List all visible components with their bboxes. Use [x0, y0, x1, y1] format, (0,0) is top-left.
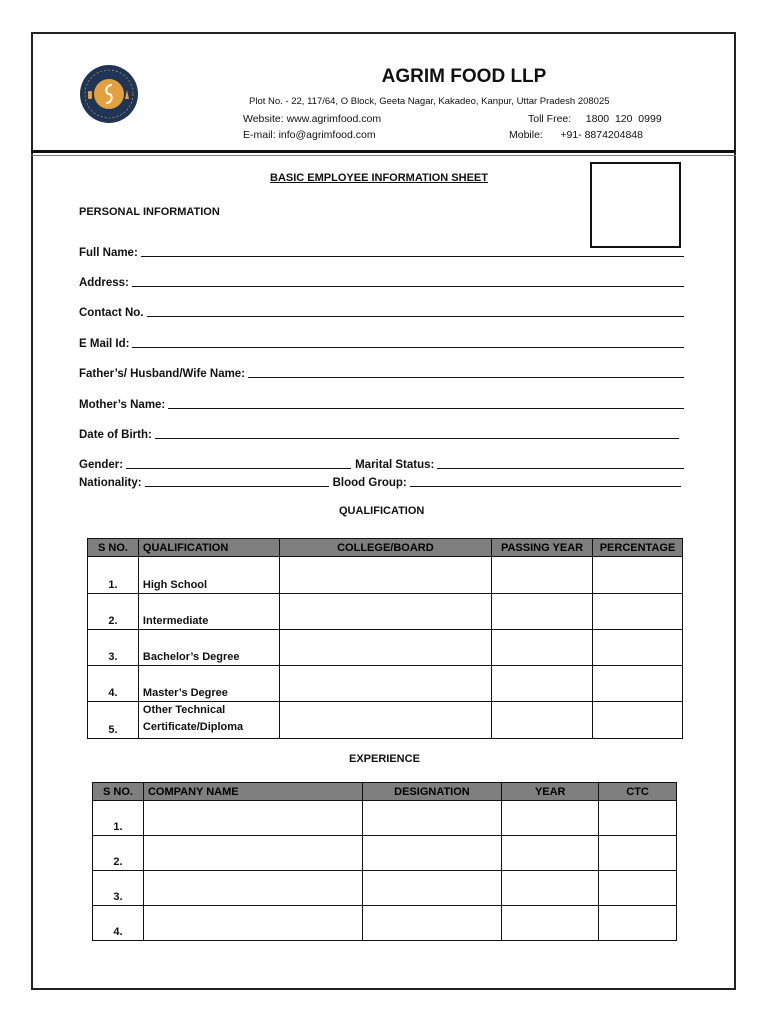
passing-year-cell[interactable] — [492, 594, 593, 630]
year-cell[interactable] — [502, 906, 599, 941]
experience-table — [92, 782, 677, 941]
col-college-board: COLLEGE/BOARD — [279, 539, 491, 557]
college-board-cell[interactable] — [279, 702, 491, 739]
designation-cell[interactable] — [362, 801, 502, 836]
full-name-line[interactable] — [141, 256, 684, 257]
col-company-name: COMPANY NAME — [143, 783, 362, 801]
mother-name-label: Mother’s Name: — [79, 399, 166, 411]
qualification-name: Intermediate — [138, 594, 279, 630]
header-divider — [31, 150, 736, 153]
row-sno: 1. — [88, 557, 139, 594]
contact-label: Contact No. — [79, 307, 144, 319]
address-field[interactable] — [79, 275, 684, 289]
table-row — [88, 630, 683, 666]
photo-box — [590, 162, 681, 248]
designation-cell[interactable] — [362, 871, 502, 906]
qualification-name: Bachelor’s Degree — [138, 630, 279, 666]
marital-status-line[interactable] — [437, 468, 684, 469]
dob-field[interactable] — [79, 427, 679, 441]
qualification-heading: QUALIFICATION — [339, 505, 425, 517]
table-row — [93, 871, 677, 906]
designation-cell[interactable] — [362, 906, 502, 941]
address-line[interactable] — [132, 286, 684, 287]
row-sno: 4. — [88, 666, 139, 702]
table-row — [93, 906, 677, 941]
company-name-cell[interactable] — [143, 801, 362, 836]
college-board-cell[interactable] — [279, 557, 491, 594]
col-sno: S NO. — [88, 539, 139, 557]
table-row — [88, 702, 683, 739]
row-sno: 3. — [88, 630, 139, 666]
qualification-table — [87, 538, 683, 739]
year-cell[interactable] — [502, 871, 599, 906]
marital-status-label: Marital Status: — [355, 459, 435, 471]
blood-group-label: Blood Group: — [332, 477, 407, 489]
percentage-cell[interactable] — [593, 557, 683, 594]
col-passing-year: PASSING YEAR — [492, 539, 593, 557]
col-percentage: PERCENTAGE — [593, 539, 683, 557]
company-address: Plot No. - 22, 117/64, O Block, Geeta Nagar, Kakadeo, Kanpur, Uttar Pradesh 208025 — [249, 96, 610, 107]
father-spouse-field[interactable] — [79, 366, 684, 380]
qualification-name: Master’s Degree — [138, 666, 279, 702]
company-website: Website: www.agrimfood.com — [243, 113, 382, 125]
nationality-label: Nationality: — [79, 477, 142, 489]
col-ctc: CTC — [599, 783, 677, 801]
email-line[interactable] — [132, 347, 684, 348]
college-board-cell[interactable] — [279, 630, 491, 666]
table-row — [88, 557, 683, 594]
qualification-name: Other Technical Certificate/Diploma — [138, 702, 279, 739]
contact-field[interactable] — [79, 305, 684, 319]
college-board-cell[interactable] — [279, 594, 491, 630]
experience-header-row — [93, 783, 677, 801]
percentage-cell[interactable] — [593, 666, 683, 702]
sheet-title: BASIC EMPLOYEE INFORMATION SHEET — [270, 172, 488, 184]
blood-group-line[interactable] — [410, 486, 681, 487]
gender-label: Gender: — [79, 459, 124, 471]
row-sno: 5. — [88, 702, 139, 739]
dob-line[interactable] — [155, 438, 679, 439]
table-row — [93, 801, 677, 836]
row-sno: 3. — [93, 871, 144, 906]
percentage-cell[interactable] — [593, 594, 683, 630]
ctc-cell[interactable] — [599, 906, 677, 941]
address-label: Address: — [79, 277, 129, 289]
row-sno: 2. — [93, 836, 144, 871]
personal-info-heading: PERSONAL INFORMATION — [79, 206, 220, 218]
nationality-line[interactable] — [145, 486, 329, 487]
col-qualification: QUALIFICATION — [138, 539, 279, 557]
father-spouse-line[interactable] — [248, 377, 684, 378]
company-name-cell[interactable] — [143, 906, 362, 941]
ctc-cell[interactable] — [599, 836, 677, 871]
percentage-cell[interactable] — [593, 630, 683, 666]
contact-line[interactable] — [147, 316, 684, 317]
header-divider-thin — [31, 155, 736, 156]
company-name-cell[interactable] — [143, 836, 362, 871]
col-designation: DESIGNATION — [362, 783, 502, 801]
company-logo — [79, 64, 139, 124]
col-sno: S NO. — [93, 783, 144, 801]
row-sno: 1. — [93, 801, 144, 836]
percentage-cell[interactable] — [593, 702, 683, 739]
nationality-blood-row — [79, 475, 681, 489]
email-field[interactable] — [79, 336, 684, 350]
email-label: E Mail Id: — [79, 338, 130, 350]
qualification-name: High School — [138, 557, 279, 594]
mobile-number: Mobile: +91- 8874204848 — [509, 129, 643, 141]
qualification-header-row — [88, 539, 683, 557]
passing-year-cell[interactable] — [492, 666, 593, 702]
company-name-cell[interactable] — [143, 871, 362, 906]
toll-free-number: Toll Free: 1800 120 0999 — [528, 113, 662, 125]
mother-name-line[interactable] — [168, 408, 684, 409]
designation-cell[interactable] — [362, 836, 502, 871]
company-email: E-mail: info@agrimfood.com — [243, 129, 376, 141]
experience-heading: EXPERIENCE — [349, 753, 420, 765]
father-spouse-label: Father’s/ Husband/Wife Name: — [79, 368, 246, 380]
full-name-label: Full Name: — [79, 247, 138, 259]
mother-name-field[interactable] — [79, 397, 684, 411]
passing-year-cell[interactable] — [492, 557, 593, 594]
col-year: YEAR — [502, 783, 599, 801]
year-cell[interactable] — [502, 801, 599, 836]
ctc-cell[interactable] — [599, 871, 677, 906]
table-row — [88, 594, 683, 630]
row-sno: 4. — [93, 906, 144, 941]
company-name: AGRIM FOOD LLP — [381, 66, 547, 87]
table-row — [93, 836, 677, 871]
passing-year-cell[interactable] — [492, 702, 593, 739]
ctc-cell[interactable] — [599, 801, 677, 836]
full-name-field[interactable] — [79, 245, 684, 259]
passing-year-cell[interactable] — [492, 630, 593, 666]
table-row — [88, 666, 683, 702]
gender-marital-row — [79, 457, 684, 471]
gender-line[interactable] — [126, 468, 351, 469]
year-cell[interactable] — [502, 836, 599, 871]
row-sno: 2. — [88, 594, 139, 630]
college-board-cell[interactable] — [279, 666, 491, 702]
dob-label: Date of Birth: — [79, 429, 152, 441]
